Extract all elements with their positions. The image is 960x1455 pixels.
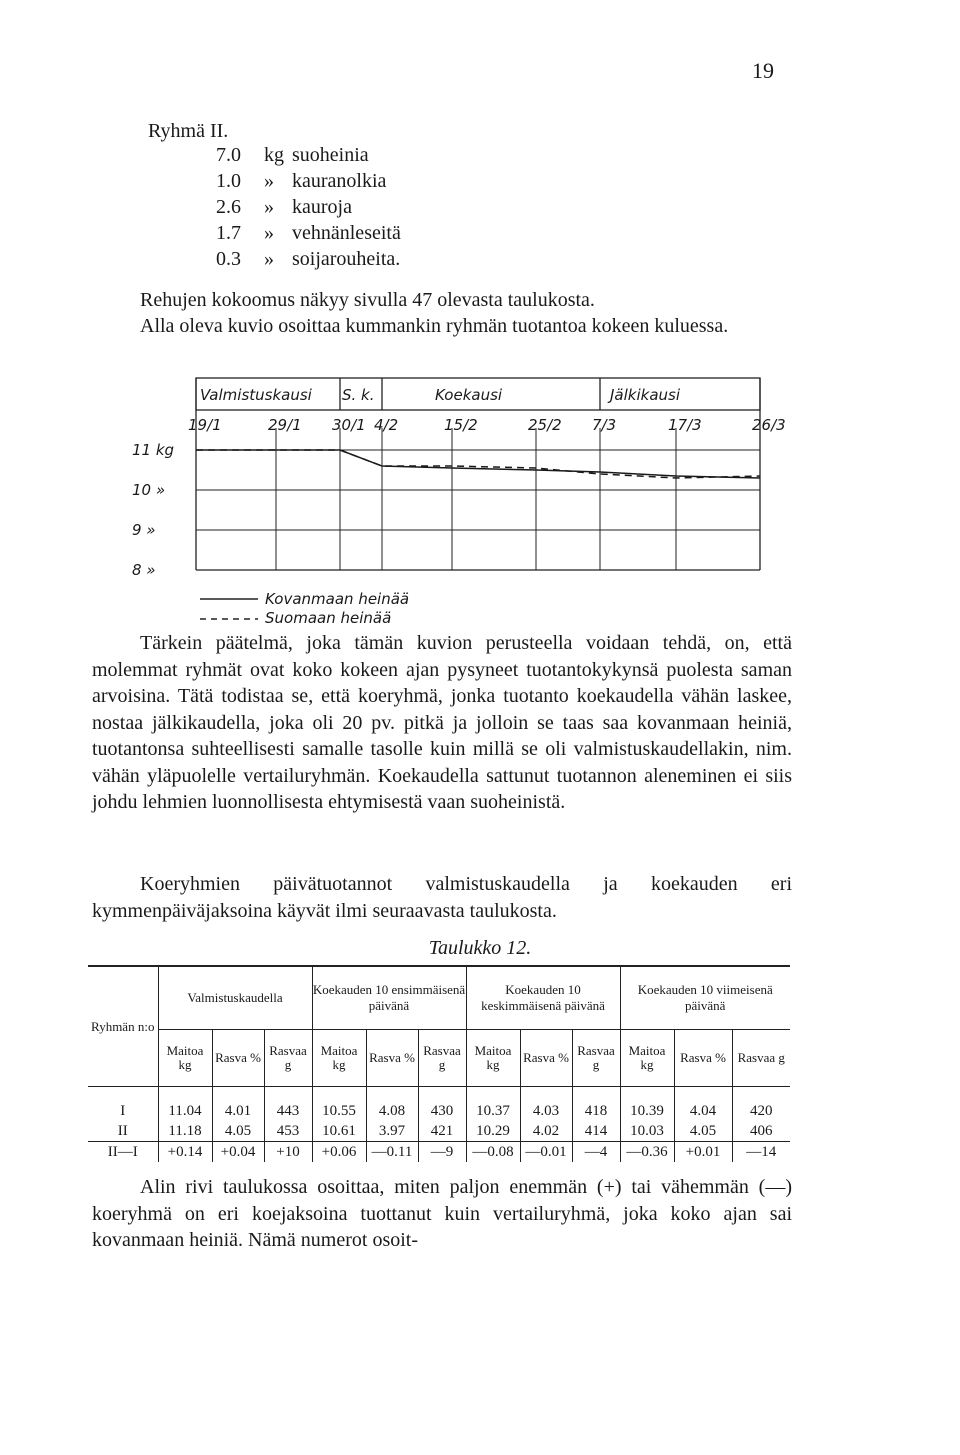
table-group-header: Koekauden 10 viimeisenä päivänä [620,966,790,1030]
table-cell: —0.36 [620,1142,674,1163]
table-cell: 10.29 [466,1121,520,1142]
x-tick-label: 26/3 [752,416,786,434]
table-row [88,1142,790,1163]
list-item: 1.7 » vehnänleseitä [216,222,401,244]
y-tick-label: 8 » [132,561,156,579]
table-subheader: Rasvaa g [418,1030,466,1087]
table-cell: 11.18 [158,1121,212,1142]
x-tick-label: 25/2 [528,416,562,434]
table-cell: 443 [264,1087,312,1122]
x-tick-label: 7/3 [592,416,617,434]
table-cell: +0.14 [158,1142,212,1163]
table-cell: —4 [572,1142,620,1163]
table-cell: +0.01 [674,1142,732,1163]
table-cell: 11.04 [158,1087,212,1122]
paragraph-4: Koeryhmien päivätuotannot valmistuskaudella ja koekauden eri kymmenpäiväjaksoina käyvät ilmi seuraavasta taulukosta. [92,873,792,922]
table-cell: 4.01 [212,1087,264,1122]
period-label: S. k. [342,386,375,404]
legend-label: Suomaan heinää [265,609,392,627]
table-cell: 406 [732,1121,790,1142]
table-cell: +10 [264,1142,312,1163]
period-label: Valmistuskausi [200,386,312,404]
table-group-header: Koekauden 10 keskimmäisenä päivänä [466,966,620,1030]
x-tick-label: 29/1 [268,416,302,434]
table-subheader: Maitoa kg [158,1030,212,1087]
table-subheader: Rasvaa g [264,1030,312,1087]
table-cell: 4.02 [520,1121,572,1142]
period-label: Koekausi [435,386,503,404]
y-tick-label: 10 » [132,481,166,499]
list-item: 0.3 » soijarouheita. [216,248,401,270]
data-table [88,965,790,1162]
table-cell: 10.55 [312,1087,366,1122]
x-tick-label: 17/3 [668,416,702,434]
y-tick-label: 9 » [132,521,156,539]
table-cell: 414 [572,1121,620,1142]
table-cell: —0.01 [520,1142,572,1163]
table-group-header: Koekauden 10 ensimmäisenä päivänä [312,966,466,1030]
production-chart [80,370,786,627]
table-cell: 10.03 [620,1121,674,1142]
table-cell: 430 [418,1087,466,1122]
list-item: 2.6 » kauroja [216,196,352,218]
y-tick-label: 11 kg [132,441,175,459]
x-tick-label: 4/2 [374,416,399,434]
table-cell: 4.03 [520,1087,572,1122]
x-tick-label: 15/2 [444,416,478,434]
table-subheader: Rasva % [520,1030,572,1087]
table-cell: —0.11 [366,1142,418,1163]
x-tick-label: 30/1 [332,416,366,434]
paragraph-2: Alla oleva kuvio osoittaa kummankin ryhmän tuotantoa kokeen kuluessa. [140,315,729,337]
paragraph-5: Alin rivi taulukossa osoittaa, miten paljon enemmän (+) tai vähemmän (—) koeryhmä on eri koejaksoina tuottanut kuin vertailuryhmä, joka koko ajan sai kovanmaan heiniä. Nämä numerot osoit- [92,1176,792,1251]
paragraph-3: Tärkein päätelmä, joka tämän kuvion perusteella voidaan tehdä, on, että molemmat ryhmät ovat koko kokeen ajan pysyneet tuotantokykynsä puolesta saman arvoisina. Tätä todistaa se, että koeryhmä, jonka tuotanto koekaudella vähän laskee, nostaa jälkikaudella, joka oli 20 pv. pitkä ja jolloin se taas saa kovanmaan heiniä, tuotantonsa suhteellisesti samalle tasolle kuin millä se oli valmistuskaudellakin, nim. vähän yläpuolelle vertailuryhmän. Koekaudella sattunut tuotannon aleneminen ei siis johdu lehmien luonnollisesta ehtymisestä vaan suoheinistä. [92,632,792,813]
table-cell: —14 [732,1142,790,1163]
row-label: I [120,1102,126,1119]
list-item: 1.0 » kauranolkia [216,170,387,192]
page-number: 19 [752,58,774,83]
x-tick-label: 19/1 [188,416,222,434]
table-subheader: Maitoa kg [312,1030,366,1087]
table-subheader: Rasva % [212,1030,264,1087]
table-cell: —9 [418,1142,466,1163]
table-cell: 10.61 [312,1121,366,1142]
table-cell: 4.08 [366,1087,418,1122]
table-subheader: Rasva % [366,1030,418,1087]
table-cell: 421 [418,1121,466,1142]
group-heading: Ryhmä II. [148,120,229,142]
table-subheader: Rasvaa g [732,1030,790,1087]
table-subheader: Rasvaa g [572,1030,620,1087]
table-cell: 10.37 [466,1087,520,1122]
series-line-kovanmaan [196,450,760,478]
table-cell: 4.04 [674,1087,732,1122]
table-row [88,1121,790,1142]
paragraph-1: Rehujen kokoomus näkyy sivulla 47 olevasta taulukosta. [140,289,595,311]
row-label: II—I [107,1143,138,1160]
table-cell: 3.97 [366,1121,418,1142]
table-caption: Taulukko 12. [428,937,532,959]
table-cell: 10.39 [620,1087,674,1122]
legend-label: Kovanmaan heinää [265,590,410,608]
table-subheader: Rasva % [674,1030,732,1087]
row-label: II [117,1122,128,1139]
table-cell: 453 [264,1121,312,1142]
table-cell: 4.05 [212,1121,264,1142]
list-item: 7.0 kg suoheinia [216,144,369,166]
table-cell: +0.04 [212,1142,264,1163]
table-cell: 4.05 [674,1121,732,1142]
table-cell: 420 [732,1087,790,1122]
table-row [88,1087,790,1122]
table-subheader: Maitoa kg [466,1030,520,1087]
table-subheader: Maitoa kg [620,1030,674,1087]
table-cell: +0.06 [312,1142,366,1163]
period-label: Jälkikausi [610,386,681,404]
table-header-group: Ryhmän n:o [88,966,158,1087]
table-cell: 418 [572,1087,620,1122]
table-cell: —0.08 [466,1142,520,1163]
table-group-header: Valmistuskaudella [158,966,312,1030]
series-line-suomaan [196,450,760,478]
